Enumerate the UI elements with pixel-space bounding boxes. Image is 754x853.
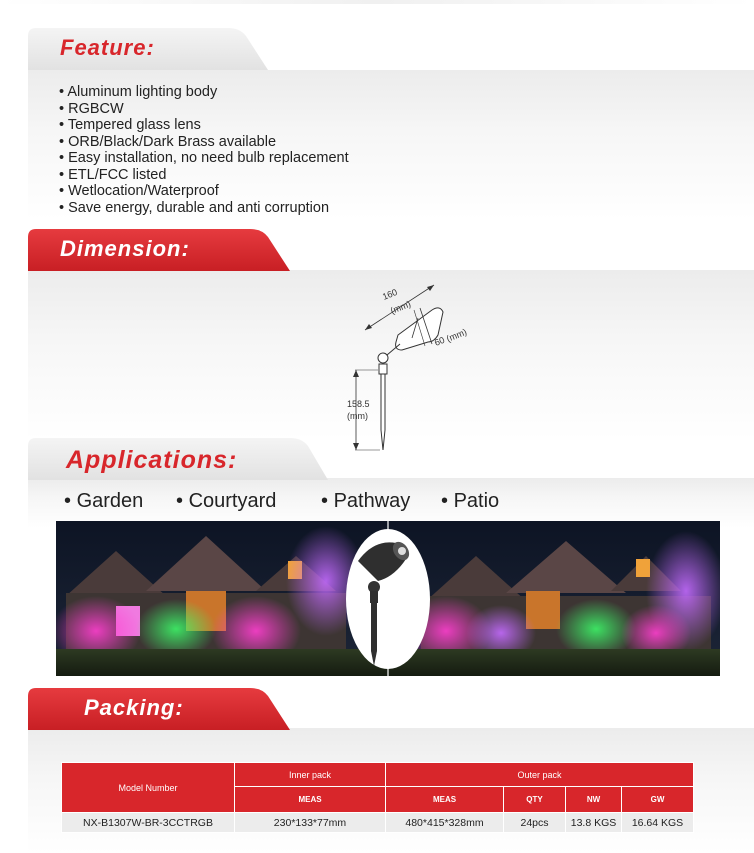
dimension-head-unit: (mm) <box>445 326 469 344</box>
applications-header <box>28 438 328 480</box>
application-scene <box>56 521 720 676</box>
application-label: Patio <box>453 490 500 512</box>
feature-item: • ORB/Black/Dark Brass available <box>59 134 349 151</box>
feature-list <box>59 84 349 216</box>
application-item: • Pathway <box>321 490 411 512</box>
qty-cell: 24pcs <box>504 813 566 833</box>
feature-item: • Save energy, durable and anti corruption <box>59 200 349 217</box>
packing-table <box>61 762 694 833</box>
application-item: • Patio <box>441 490 500 512</box>
feature-item: • Wetlocation/Waterproof <box>59 183 349 200</box>
dimension-header <box>28 229 290 271</box>
packing-title: Packing: <box>84 695 184 720</box>
model-number-cell: NX-B1307W-BR-3CCTRGB <box>62 813 235 833</box>
dimension-length-value: 160 <box>381 286 399 302</box>
dimension-drawing <box>340 280 490 460</box>
outer-meas-header: MEAS <box>386 787 504 813</box>
dimension-stake-value: 158.5 <box>347 399 370 409</box>
qty-header: QTY <box>504 787 566 813</box>
feature-item: • Easy installation, no need bulb replacement <box>59 150 349 167</box>
feature-item: • RGBCW <box>59 101 349 118</box>
model-number-header: Model Number <box>62 763 235 813</box>
gw-cell: 16.64 KGS <box>622 813 694 833</box>
application-photo <box>56 521 720 676</box>
dimension-stake-unit: (mm) <box>347 411 368 421</box>
feature-title: Feature: <box>60 35 155 60</box>
gw-header: GW <box>622 787 694 813</box>
applications-list <box>0 488 754 516</box>
application-item: • Garden <box>64 490 144 512</box>
feature-item: • ETL/FCC listed <box>59 167 349 184</box>
inner-pack-header: Inner pack <box>235 763 386 787</box>
feature-item: • Aluminum lighting body <box>59 84 349 101</box>
applications-title: Applications: <box>66 446 238 474</box>
table-row <box>62 813 694 833</box>
nw-cell: 13.8 KGS <box>566 813 622 833</box>
dimension-title: Dimension: <box>60 236 190 261</box>
application-label: Garden <box>76 490 144 512</box>
packing-header <box>28 688 290 730</box>
application-item: • Courtyard <box>176 490 277 512</box>
application-label: Courtyard <box>188 490 277 512</box>
outer-pack-header: Outer pack <box>386 763 694 787</box>
dimension-head-value: 60 <box>433 334 447 348</box>
inner-meas-header: MEAS <box>235 787 386 813</box>
nw-header: NW <box>566 787 622 813</box>
inner-meas-cell: 230*133*77mm <box>235 813 386 833</box>
dimension-length-unit: (mm) <box>389 298 413 316</box>
feature-header <box>28 28 268 70</box>
feature-item: • Tempered glass lens <box>59 117 349 134</box>
top-divider <box>0 0 754 4</box>
outer-meas-cell: 480*415*328mm <box>386 813 504 833</box>
application-label: Pathway <box>333 490 411 512</box>
